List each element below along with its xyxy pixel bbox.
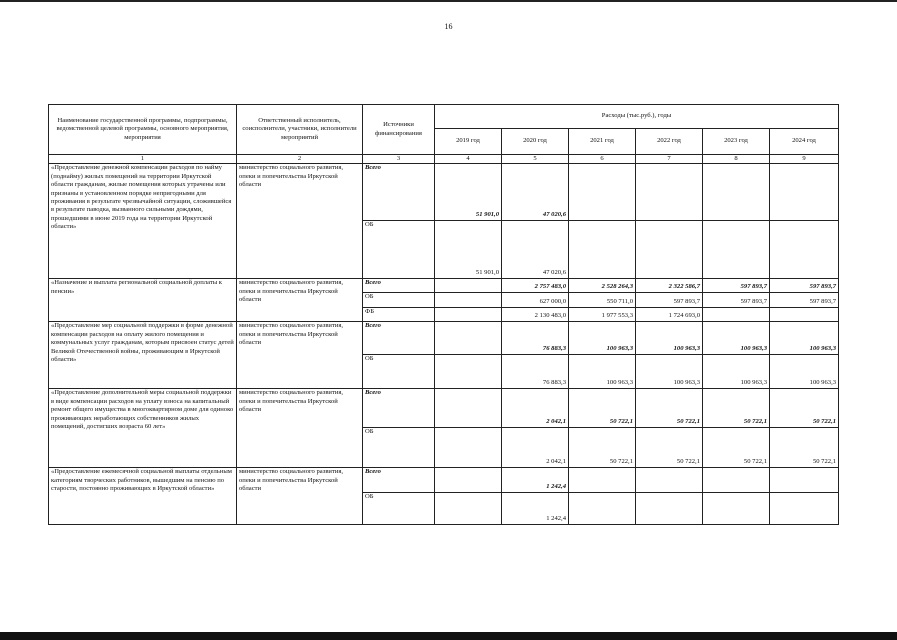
source-label: ОБ	[363, 493, 435, 525]
measure-name: «Назначение и выплата региональной социальной доплаты к пенсии»	[49, 279, 237, 322]
column-index: 5	[502, 155, 569, 164]
measure-name: «Предоставление денежной компенсации расходов по найму (поднайму) жилых помещений на территории Иркутской области гражданам, жилые помещения которых утрачены или признаны в установленном порядке непригодными для проживания в результате чрезвычайной ситуации, сложившейся в результате паводка, вызванного сильными дождями, прошедшими в июне 2019 года на территории Иркутской области»	[49, 164, 237, 279]
table-row	[49, 468, 839, 493]
measure-executor: министерство социального развития, опеки и попечительства Иркутской области	[237, 164, 363, 279]
value-cell	[435, 428, 502, 468]
measure-executor: министерство социального развития, опеки и попечительства Иркутской области	[237, 389, 363, 468]
value-cell	[569, 493, 636, 525]
header-year: 2022 год	[636, 129, 703, 155]
value-cell: 47 020,6	[502, 164, 569, 221]
value-cell: 50 722,1	[703, 389, 770, 428]
column-index: 7	[636, 155, 703, 164]
value-cell	[435, 355, 502, 389]
measure-name: «Предоставление дополнительной меры социальной поддержки в виде компенсации расходов на уплату взноса на капитальный ремонт общего имущества в многоквартирном доме для одиноко проживающих неработающих собственников жилых помещений, достигших возраста 60 лет»	[49, 389, 237, 468]
value-cell	[435, 293, 502, 308]
value-cell	[703, 164, 770, 221]
value-cell: 550 711,0	[569, 293, 636, 308]
table-row	[49, 164, 839, 221]
value-cell: 597 893,7	[636, 293, 703, 308]
value-cell: 1 242,4	[502, 493, 569, 525]
value-cell	[435, 468, 502, 493]
value-cell: 2 757 483,0	[502, 279, 569, 293]
measure-name: «Предоставление мер социальной поддержки в форме денежной компенсации расходов на оплату жилого помещения и коммунальных услуг гражданам, которым присвоен статус детей Великой Отечественной войны, проживающим в Иркутской области»	[49, 322, 237, 389]
value-cell	[636, 221, 703, 279]
source-label: ОБ	[363, 221, 435, 279]
measure-executor: министерство социального развития, опеки и попечительства Иркутской области	[237, 468, 363, 525]
value-cell: 597 893,7	[703, 279, 770, 293]
value-cell: 597 893,7	[770, 279, 839, 293]
value-cell: 597 893,7	[770, 293, 839, 308]
value-cell	[770, 493, 839, 525]
header-expenses: Расходы (тыс.руб.), годы	[435, 105, 839, 129]
value-cell: 1 242,4	[502, 468, 569, 493]
value-cell: 2 322 586,7	[636, 279, 703, 293]
value-cell: 100 963,3	[770, 355, 839, 389]
value-cell: 50 722,1	[703, 428, 770, 468]
value-cell: 51 901,0	[435, 221, 502, 279]
source-label: ФБ	[363, 308, 435, 322]
value-cell	[636, 468, 703, 493]
page-number: 16	[444, 22, 453, 31]
value-cell	[435, 322, 502, 355]
value-cell	[770, 221, 839, 279]
column-index: 6	[569, 155, 636, 164]
source-label: ОБ	[363, 428, 435, 468]
value-cell	[770, 308, 839, 322]
value-cell	[569, 164, 636, 221]
value-cell: 100 963,3	[636, 355, 703, 389]
table-row	[49, 322, 839, 355]
value-cell	[703, 468, 770, 493]
value-cell: 1 724 693,0	[636, 308, 703, 322]
source-label: Всего	[363, 389, 435, 428]
measure-executor: министерство социального развития, опеки и попечительства Иркутской области	[237, 279, 363, 322]
measure-name: «Предоставление ежемесячной социальной выплаты отдельным категориям творческих работников, вышедшим на пенсию по старости, постоянно проживающих в Иркутской области»	[49, 468, 237, 525]
value-cell: 50 722,1	[770, 389, 839, 428]
value-cell: 2 042,1	[502, 428, 569, 468]
value-cell	[435, 279, 502, 293]
value-cell	[435, 389, 502, 428]
column-index: 2	[237, 155, 363, 164]
source-label: Всего	[363, 468, 435, 493]
value-cell: 100 963,3	[636, 322, 703, 355]
column-index: 8	[703, 155, 770, 164]
bottom-border-line	[0, 632, 897, 640]
value-cell: 100 963,3	[703, 322, 770, 355]
value-cell: 100 963,3	[569, 355, 636, 389]
value-cell: 597 893,7	[703, 293, 770, 308]
value-cell: 50 722,1	[569, 389, 636, 428]
value-cell: 51 901,0	[435, 164, 502, 221]
table-row	[49, 279, 839, 293]
source-label: Всего	[363, 322, 435, 355]
source-label: ОБ	[363, 293, 435, 308]
measure-executor: министерство социального развития, опеки и попечительства Иркутской области	[237, 322, 363, 389]
source-label: Всего	[363, 279, 435, 293]
value-cell	[569, 468, 636, 493]
top-border-line	[0, 0, 897, 2]
value-cell	[636, 164, 703, 221]
value-cell	[770, 468, 839, 493]
value-cell	[703, 308, 770, 322]
header-year: 2021 год	[569, 129, 636, 155]
value-cell	[703, 221, 770, 279]
table-row	[49, 389, 839, 428]
header-year: 2019 год	[435, 129, 502, 155]
header-year: 2020 год	[502, 129, 569, 155]
value-cell: 50 722,1	[770, 428, 839, 468]
header-source: Источники финансирования	[363, 105, 435, 155]
column-index: 9	[770, 155, 839, 164]
value-cell	[636, 493, 703, 525]
column-index: 4	[435, 155, 502, 164]
value-cell	[435, 308, 502, 322]
value-cell: 100 963,3	[569, 322, 636, 355]
value-cell	[770, 164, 839, 221]
value-cell: 100 963,3	[770, 322, 839, 355]
source-label: Всего	[363, 164, 435, 221]
value-cell: 2 528 264,3	[569, 279, 636, 293]
value-cell: 47 020,6	[502, 221, 569, 279]
value-cell: 76 883,3	[502, 322, 569, 355]
value-cell	[703, 493, 770, 525]
column-index: 1	[49, 155, 237, 164]
value-cell	[435, 493, 502, 525]
value-cell: 100 963,3	[703, 355, 770, 389]
header-name: Наименование государственной программы, подпрограммы, ведомственной целевой программы, основного мероприятия, мероприятия	[49, 105, 237, 155]
expenditure-table	[48, 104, 839, 525]
column-index: 3	[363, 155, 435, 164]
value-cell: 50 722,1	[636, 389, 703, 428]
value-cell: 2 130 483,0	[502, 308, 569, 322]
header-year: 2023 год	[703, 129, 770, 155]
value-cell: 50 722,1	[569, 428, 636, 468]
header-executor: Ответственный исполнитель, соисполнители, участники, исполнители мероприятий	[237, 105, 363, 155]
value-cell: 2 042,1	[502, 389, 569, 428]
header-year: 2024 год	[770, 129, 839, 155]
value-cell: 1 977 553,3	[569, 308, 636, 322]
source-label: ОБ	[363, 355, 435, 389]
value-cell: 50 722,1	[636, 428, 703, 468]
value-cell	[569, 221, 636, 279]
value-cell: 627 000,0	[502, 293, 569, 308]
value-cell: 76 883,3	[502, 355, 569, 389]
